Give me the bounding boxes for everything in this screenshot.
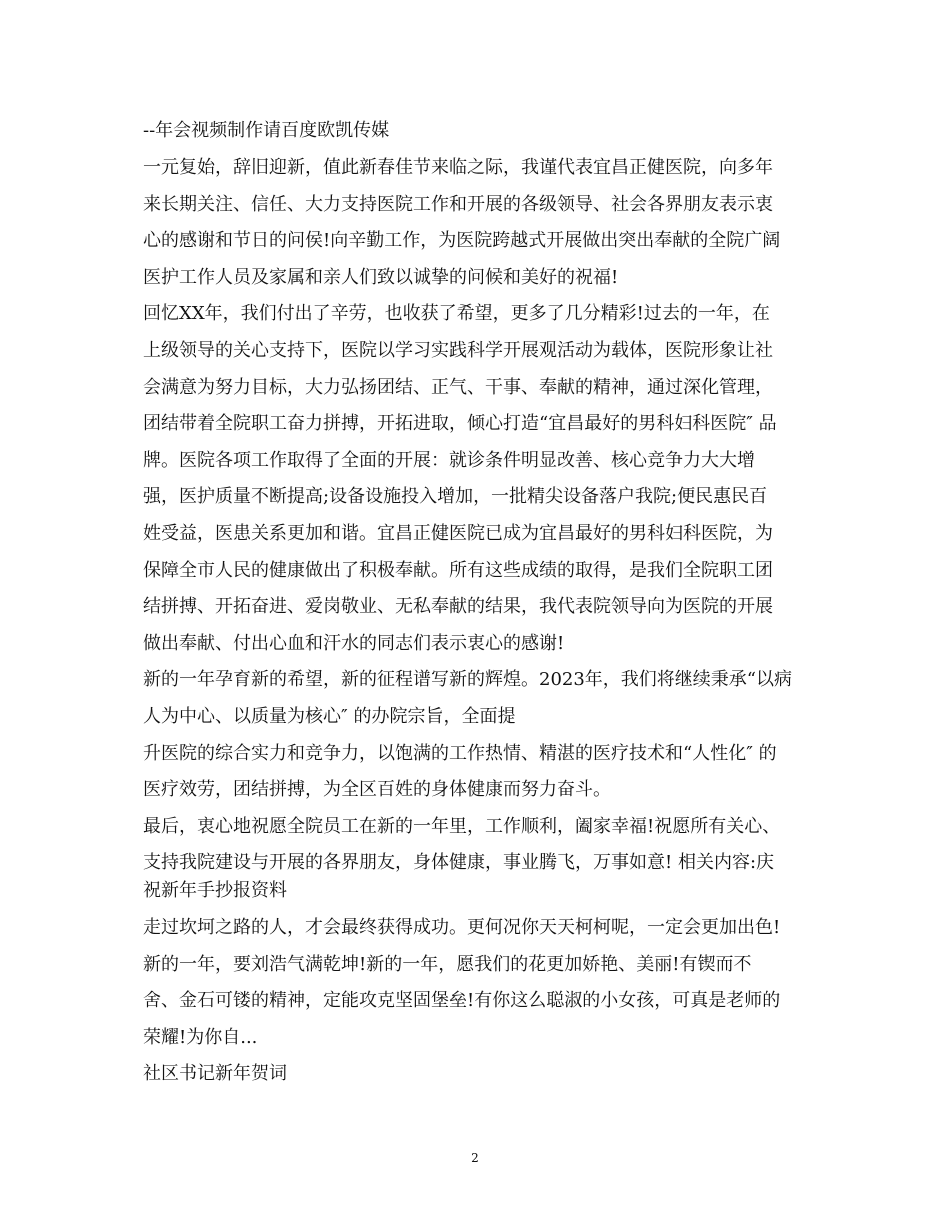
text-line: 回忆XX年，我们付出了辛劳，也收获了希望，更多了几分精彩!过去的一年，在 — [143, 303, 770, 324]
text-line: 最后，衷心地祝愿全院员工在新的一年里，工作顺利，阖家幸福!祝愿所有关心、 — [143, 816, 781, 837]
text-line: 做出奉献、付出心血和汗水的同志们表示衷心的感谢! — [143, 633, 565, 654]
text-line: --年会视频制作请百度欧凯传媒 — [143, 120, 390, 141]
text-line: 升医院的综合实力和竞争力，以饱满的工作热情、精湛的医疗技术和“人性化″ 的 — [143, 743, 777, 764]
text-line: 来长期关注、信任、大力支持医院工作和开展的各级领导、社会各界朋友表示衷 — [143, 194, 773, 215]
text-line: 牌。医院各项工作取得了全面的开展：就诊条件明显改善、核心竞争力大大增 — [143, 450, 755, 471]
text-line: 强，医护质量不断提高;设备设施投入增加，一批精尖设备落户我院;便民惠民百 — [143, 486, 768, 507]
text-line: 祝新年手抄报资料 — [143, 880, 287, 901]
text-line: 团结带着全院职工奋力拼搏，开拓进取，倾心打造“宜昌最好的男科妇科医院″ 品 — [143, 413, 777, 434]
text-line: 走过坎坷之路的人，才会最终获得成功。更何况你天天柯柯呢，一定会更加出色! — [143, 917, 781, 938]
text-line: 舍、金石可镂的精神，定能攻克坚固堡垒!有你这么聪淑的小女孩，可真是老师的 — [143, 990, 781, 1011]
text-line: 人为中心、以质量为核心″ 的办院宗旨，全面提 — [143, 706, 516, 727]
text-line: 支持我院建设与开展的各界朋友，身体健康，事业腾飞，万事如意! 相关内容:庆 — [143, 852, 775, 873]
text-line: 姓受益，医患关系更加和谐。宜昌正健医院已成为宜昌最好的男科妇科医院，为 — [143, 523, 773, 544]
text-line: 新的一年，要刘浩气满乾坤!新的一年，愿我们的花更加娇艳、美丽!有锲而不 — [143, 954, 752, 975]
text-line: 医护工作人员及家属和亲人们致以诚挚的问候和美好的祝福! — [143, 267, 619, 288]
text-line: 结拼搏、开拓奋进、爱岗敬业、无私奉献的结果，我代表院领导向为医院的开展 — [143, 596, 773, 617]
text-line: 社区书记新年贺词 — [143, 1063, 287, 1084]
text-line: 医疗效劳，团结拼搏，为全区百姓的身体健康而努力奋斗。 — [143, 779, 611, 800]
text-line: 荣耀!为你自... — [143, 1027, 258, 1048]
text-line: 一元复始，辞旧迎新，值此新春佳节来临之际，我谨代表宜昌正健医院，向多年 — [143, 157, 773, 178]
page-number: 2 — [471, 1151, 479, 1165]
text-line: 上级领导的关心支持下，医院以学习实践科学开展观活动为载体，医院形象让社 — [143, 340, 773, 361]
text-line: 心的感谢和节日的问侯!向辛勤工作，为医院跨越式开展做出突出奉献的全院广阔 — [143, 230, 781, 251]
text-line: 新的一年孕育新的希望，新的征程谱写新的辉煌。2023年，我们将继续秉承“以病 — [143, 669, 793, 690]
text-line: 会满意为努力目标，大力弘扬团结、正气、干事、奉献的精神，通过深化管理， — [143, 377, 773, 398]
text-line: 保障全市人民的健康做出了积极奉献。所有这些成绩的取得，是我们全院职工团 — [143, 560, 773, 581]
